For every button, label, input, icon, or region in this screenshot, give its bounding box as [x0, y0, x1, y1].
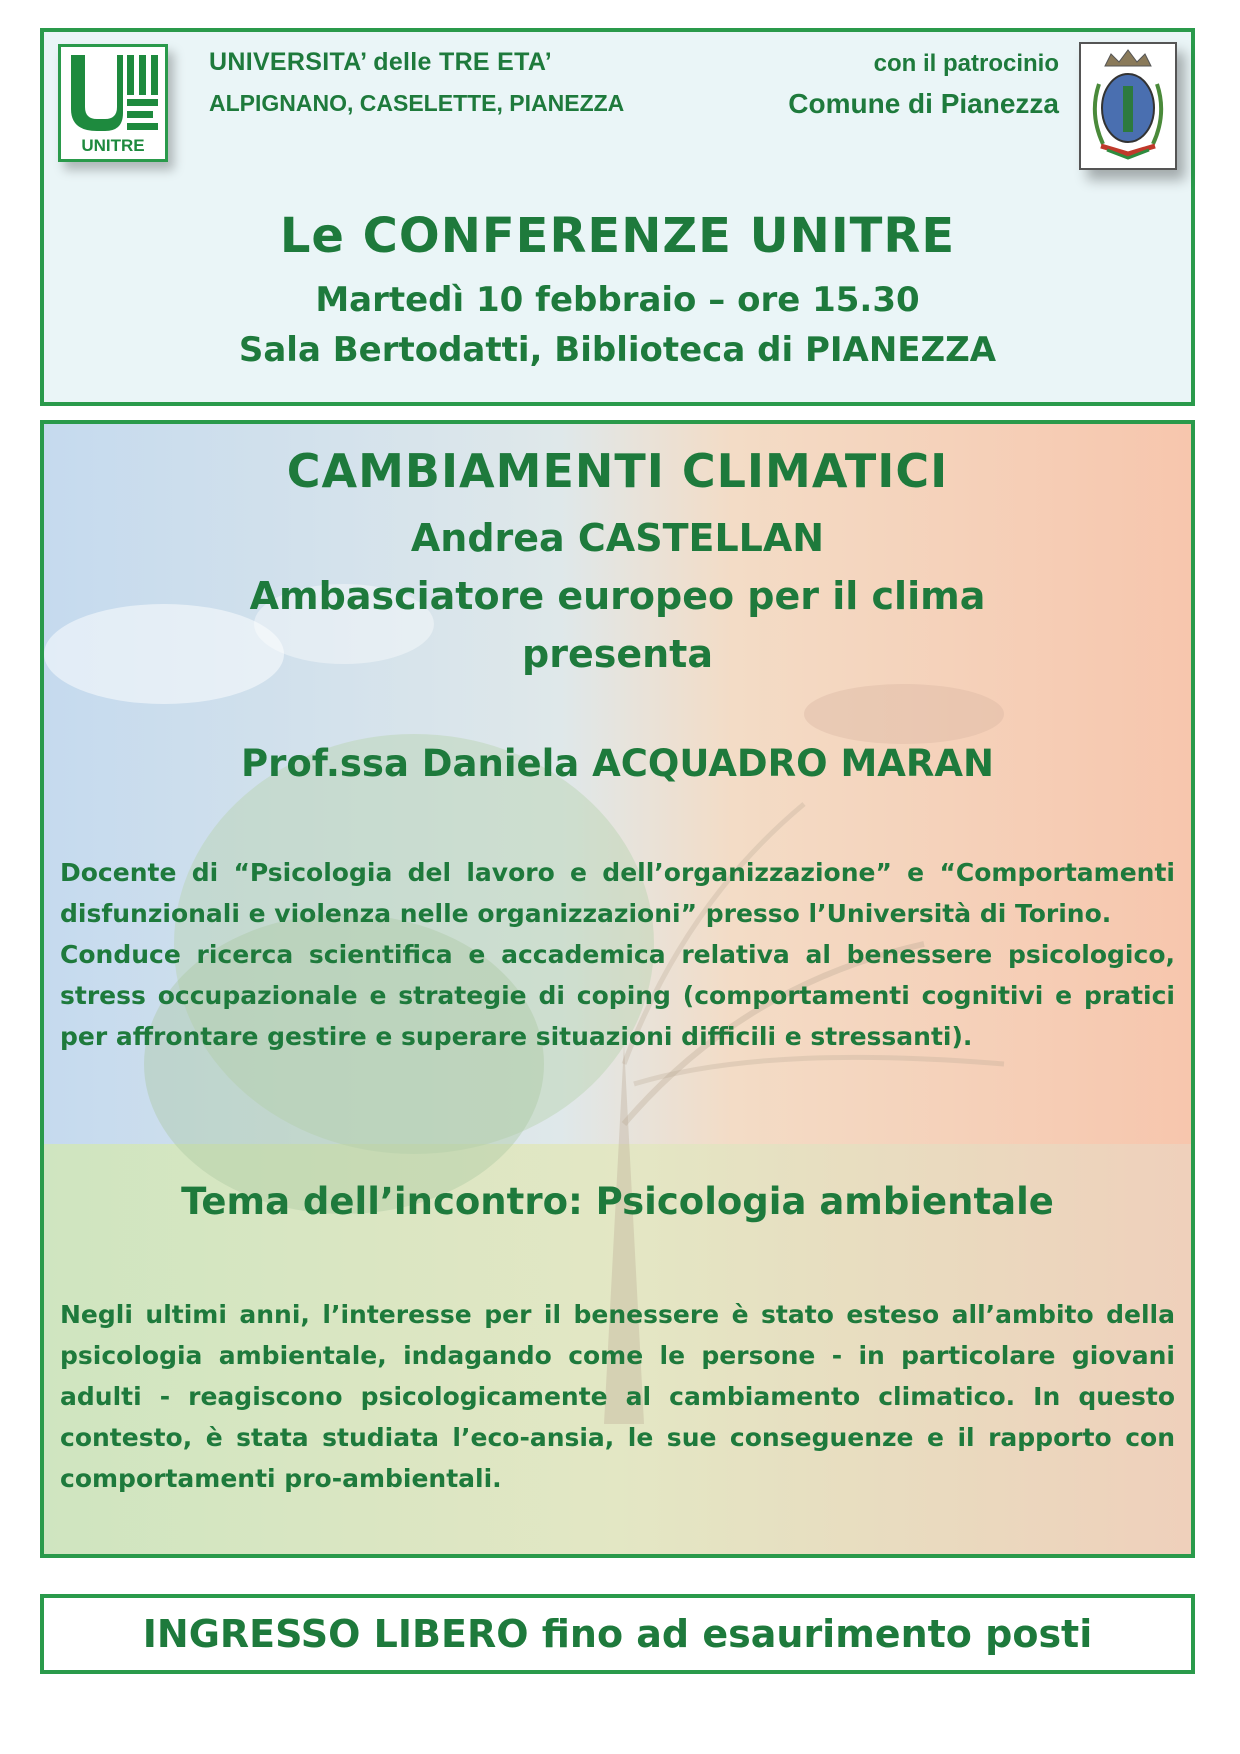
presents-word: presenta — [522, 632, 713, 676]
event-venue: Sala Bertodatti, Biblioteca di PIANEZZA — [238, 330, 997, 370]
speaker-bio — [60, 852, 1175, 1057]
unitre-logo — [58, 44, 168, 162]
footer-panel — [40, 1594, 1195, 1674]
header-panel — [40, 28, 1195, 406]
admission-note: INGRESSO LIBERO fino ad esaurimento posti — [142, 1612, 1093, 1656]
speaker-name: Prof.ssa Daniela ACQUADRO MARAN — [240, 742, 994, 785]
org-locations: ALPIGNANO, CASELETTE, PIANEZZA — [209, 90, 625, 116]
series-title: Le CONFERENZE UNITRE — [279, 208, 956, 264]
speaker-bio-paragraph-1: Docente di “Psicologia del lavoro e dell’organizzazione” e “Comportamenti disfunzionali e violenza nelle organizzazioni” presso l’Università di Torino. — [60, 858, 1175, 928]
presenter-role: Ambasciatore europeo per il clima — [249, 574, 986, 618]
presenter-name: Andrea CASTELLAN — [410, 516, 825, 560]
topic-title: CAMBIAMENTI CLIMATICI — [286, 444, 949, 498]
main-panel — [40, 420, 1195, 1558]
talk-abstract: Negli ultimi anni, l’interesse per il benessere è stato esteso all’ambito della psicologia ambientale, indagando come le persone - in particolare giovani adulti - reagiscono psicologicamente al cambiamento climatico. In questo contesto, è stata studiata l’eco-ansia, le sue conseguenze e il rapporto con comportamenti pro-ambientali. — [60, 1300, 1175, 1493]
speaker-bio-paragraph-2: Conduce ricerca scientifica e accademica relativa al benessere psicologico, stress occupazionale e strategie di coping (comportamenti cognitivi e pratici per affrontare gestire e superare situazioni difficili e stressanti). — [60, 940, 1175, 1051]
org-name: UNIVERSITA’ delle TRE ETA’ — [209, 48, 553, 76]
svg-text:UNITRE: UNITRE — [81, 136, 145, 155]
meeting-theme: Tema dell’incontro: Psicologia ambientale — [181, 1180, 1054, 1223]
event-date-time: Martedì 10 febbraio – ore 15.30 — [315, 280, 920, 320]
patronage-label: con il patrocinio — [873, 50, 1059, 77]
municipality-crest-icon — [1079, 42, 1177, 170]
patronage-entity: Comune di Pianezza — [788, 88, 1059, 119]
